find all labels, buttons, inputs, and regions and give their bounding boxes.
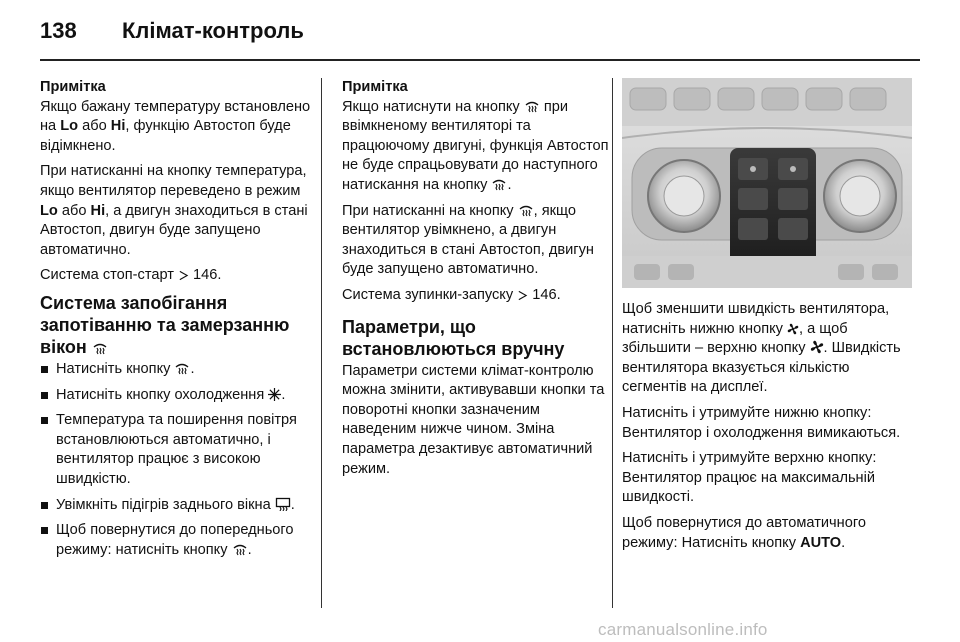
paragraph (622, 300, 914, 398)
paragraph: Натисніть і утримуйте верхню кнопку: Вентилятор працює на максимальній швидкості. (622, 450, 877, 506)
text: , а щоб збільшити – верхню кнопку (622, 320, 848, 357)
fan-icon (787, 323, 799, 335)
rear-window-heater-icon (275, 497, 291, 511)
note-heading: Примітка (40, 79, 106, 95)
text: . Швидкість вентилятора вказується кількістю сегментів на дисплеї. (622, 340, 901, 396)
section-heading: Параметри, що встановлюються вручну (342, 316, 565, 359)
note-heading: Примітка (342, 79, 408, 95)
defrost-icon (174, 361, 190, 375)
lo-label: Lo (60, 118, 79, 135)
column-middle (342, 78, 610, 485)
ref-page: 146. (189, 267, 222, 284)
text: . (290, 496, 295, 513)
text: , функцію Автостоп буде відімкнено. (40, 118, 291, 154)
lo-label: Lo (40, 202, 58, 219)
column-divider (321, 78, 322, 608)
note-paragraph (342, 98, 610, 196)
text: Щоб повернутися до автоматичного режиму: Натисніть кнопку (622, 514, 866, 551)
snowflake-icon (268, 388, 281, 401)
note-paragraph (40, 162, 312, 260)
text: Натисніть кнопку охолодження (56, 386, 269, 403)
paragraph: Натисніть і утримуйте нижню кнопку: Вентилятор і охолодження вимикаються. (622, 404, 901, 441)
arrow-right-icon (517, 290, 528, 301)
defrost-icon (518, 203, 534, 217)
text: Щоб повернутися до попереднього режиму: натисніть кнопку (56, 522, 294, 558)
text: при ввімкненому вентиляторі та працюючому двигуні, функція Автостоп не буде спрацьовувати до наступного натискання на кнопку (342, 98, 609, 193)
note-paragraph (40, 98, 312, 157)
list-item (40, 521, 312, 560)
section-heading-text: Система запобігання запотіванню та замерзанню вікон (40, 292, 290, 357)
defrost-icon (524, 99, 540, 113)
list-item (40, 496, 312, 516)
text: . (841, 534, 846, 551)
column-right (622, 300, 914, 559)
cross-reference[interactable] (342, 286, 610, 306)
hi-label: Hi (90, 202, 106, 219)
text: , а двигун знаходиться в стані Автостоп, двигун буде запущено автоматично. (40, 202, 308, 258)
paragraph (622, 514, 914, 553)
text: або (57, 202, 91, 219)
text: Щоб зменшити швидкість вентилятора, натисніть нижню кнопку (622, 301, 890, 337)
climate-control-panel-photo (622, 78, 912, 288)
defrost-icon (232, 542, 248, 556)
fan-icon (810, 340, 824, 354)
page-title: Клімат-контроль (122, 18, 304, 43)
cross-reference[interactable] (40, 266, 312, 286)
header-rule (40, 59, 920, 61)
text: . (247, 541, 252, 558)
list-item (40, 360, 312, 380)
defrost-icon (491, 177, 507, 191)
ref-page: 146. (528, 286, 561, 303)
ref-text: Система зупинки-запуску (342, 286, 518, 303)
text: Натисніть кнопку (56, 360, 175, 377)
column-left (40, 78, 312, 566)
auto-label: AUTO (800, 534, 842, 551)
section-heading (40, 292, 312, 358)
text: . (281, 386, 286, 403)
ref-text: Система стоп-старт (40, 267, 178, 284)
defrost-icon (92, 341, 108, 355)
page-number: 138 (40, 18, 77, 43)
text: . (507, 176, 512, 193)
hi-label: Hi (110, 118, 126, 135)
text: Температура та поширення повітря встановлюються автоматично, і вентилятор працює з високою швидкістю. (56, 412, 297, 487)
arrow-right-icon (178, 270, 189, 281)
section-text: Параметри системи клімат-контролю можна змінити, активувавши кнопки та поворотні кнопки зазначеним наведеним нижче чином. Зміна параметра дезактивує автоматичний режим. (342, 362, 605, 477)
text: . (190, 360, 195, 377)
text: Якщо бажану температуру встановлено на (40, 98, 311, 135)
page-header (40, 14, 920, 64)
watermark: carmanualsonline.info (598, 620, 768, 639)
list-item (40, 386, 312, 406)
list-item (40, 411, 312, 489)
text: Увімкніть підігрів заднього вікна (56, 496, 275, 513)
text: При натисканні на кнопку температура, якщо вентилятор переведено в режим (40, 163, 307, 199)
text: , якщо вентилятор увімкнено, а двигун знаходиться в стані Автостоп, двигун буде запущено автоматично. (342, 202, 594, 278)
text: Якщо натиснути на кнопку (342, 98, 524, 115)
note-paragraph (342, 202, 610, 280)
bullet-list (40, 360, 312, 560)
text: або (78, 118, 111, 135)
column-divider (612, 78, 613, 608)
text: При натисканні на кнопку (342, 202, 518, 219)
